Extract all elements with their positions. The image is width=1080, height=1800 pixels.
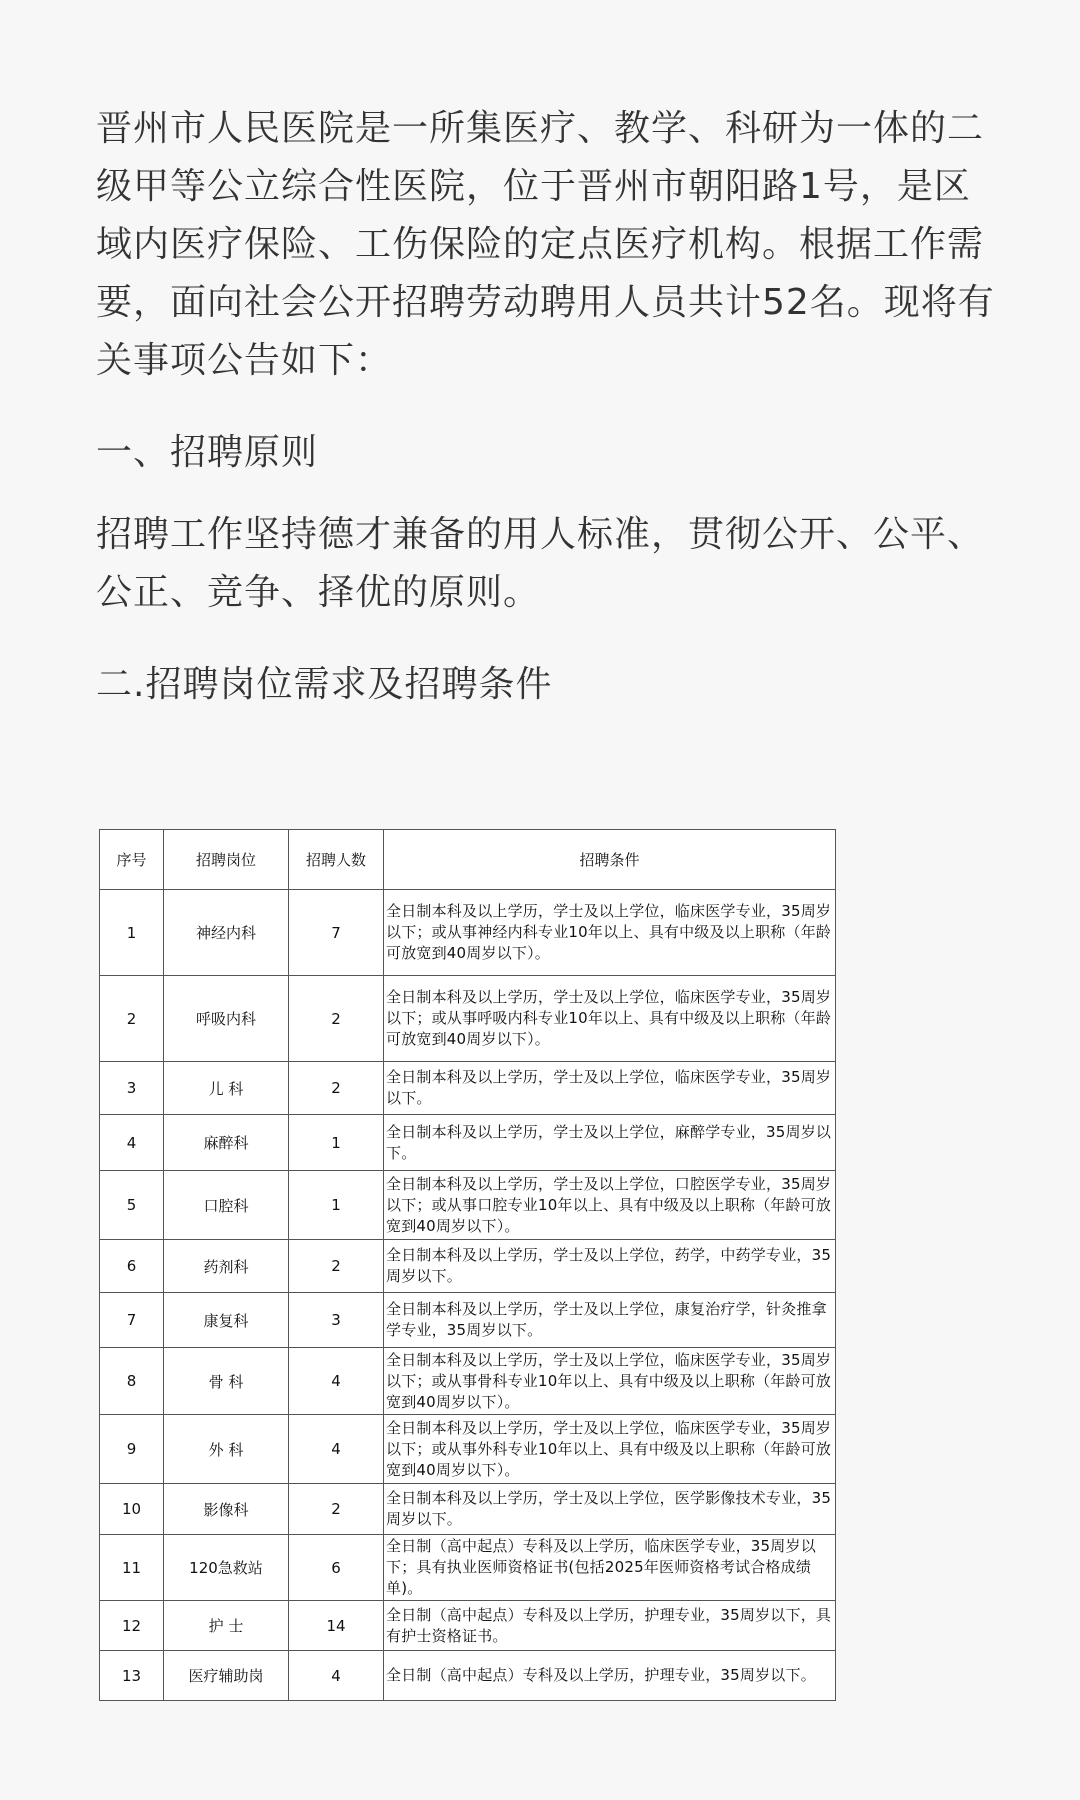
header-conditions: 招聘条件 xyxy=(384,830,836,890)
recruitment-table xyxy=(99,829,836,1701)
row-conditions: 全日制本科及以上学历，学士及以上学位，临床医学专业，35周岁以下；或从事外科专业10年以上、具有中级及以上职称（年龄可放宽到40周岁以下）。 xyxy=(384,1415,836,1484)
row-serial: 9 xyxy=(100,1415,164,1484)
header-count: 招聘人数 xyxy=(289,830,384,890)
row-post: 医疗辅助岗 xyxy=(164,1651,289,1701)
row-post: 影像科 xyxy=(164,1484,289,1535)
row-post: 外 科 xyxy=(164,1415,289,1484)
row-conditions: 全日制本科及以上学历，学士及以上学位，医学影像技术专业，35周岁以下。 xyxy=(384,1484,836,1535)
row-count: 3 xyxy=(289,1293,384,1348)
table-row xyxy=(100,1240,836,1293)
section-heading-principles: 一、招聘原则 xyxy=(96,432,319,473)
table-row xyxy=(100,890,836,976)
row-serial: 3 xyxy=(100,1062,164,1115)
row-post: 骨 科 xyxy=(164,1348,289,1415)
recruitment-table-image xyxy=(99,829,835,1701)
row-count: 2 xyxy=(289,1484,384,1535)
row-conditions: 全日制本科及以上学历，学士及以上学位，康复治疗学，针灸推拿学专业，35周岁以下。 xyxy=(384,1293,836,1348)
table-row xyxy=(100,1601,836,1651)
table-row xyxy=(100,1415,836,1484)
row-count: 6 xyxy=(289,1535,384,1601)
row-serial: 7 xyxy=(100,1293,164,1348)
row-serial: 10 xyxy=(100,1484,164,1535)
table-row xyxy=(100,1484,836,1535)
row-count: 2 xyxy=(289,1062,384,1115)
table-row xyxy=(100,976,836,1062)
row-serial: 12 xyxy=(100,1601,164,1651)
row-conditions: 全日制本科及以上学历，学士及以上学位，药学，中药学专业，35周岁以下。 xyxy=(384,1240,836,1293)
row-conditions: 全日制（高中起点）专科及以上学历，临床医学专业，35周岁以下；具有执业医师资格证书(包括2025年医师资格考试合格成绩单)。 xyxy=(384,1535,836,1601)
intro-paragraph: 晋州市人民医院是一所集医疗、教学、科研为一体的二级甲等公立综合性医院，位于晋州市朝阳路1号，是区域内医疗保险、工伤保险的定点医疗机构。根据工作需要，面向社会公开招聘劳动聘用人员共计52名。现将有关事项公告如下： xyxy=(96,108,995,381)
header-serial: 序号 xyxy=(100,830,164,890)
row-count: 4 xyxy=(289,1348,384,1415)
row-conditions: 全日制本科及以上学历，学士及以上学位，临床医学专业，35周岁以下。 xyxy=(384,1062,836,1115)
header-post: 招聘岗位 xyxy=(164,830,289,890)
row-post: 呼吸内科 xyxy=(164,976,289,1062)
row-serial: 11 xyxy=(100,1535,164,1601)
row-post: 儿 科 xyxy=(164,1062,289,1115)
table-row xyxy=(100,1293,836,1348)
row-conditions: 全日制（高中起点）专科及以上学历，护理专业，35周岁以下。 xyxy=(384,1651,836,1701)
row-conditions: 全日制本科及以上学历，学士及以上学位，临床医学专业，35周岁以下；或从事呼吸内科专业10年以上、具有中级及以上职称（年龄可放宽到40周岁以下）。 xyxy=(384,976,836,1062)
section-heading-positions: 二.招聘岗位需求及招聘条件 xyxy=(96,664,553,705)
row-count: 4 xyxy=(289,1415,384,1484)
row-post: 康复科 xyxy=(164,1293,289,1348)
row-count: 1 xyxy=(289,1171,384,1240)
table-header-row xyxy=(100,830,836,890)
row-count: 2 xyxy=(289,1240,384,1293)
table-row xyxy=(100,1348,836,1415)
row-conditions: 全日制本科及以上学历，学士及以上学位，临床医学专业，35周岁以下；或从事神经内科专业10年以上、具有中级及以上职称（年龄可放宽到40周岁以下）。 xyxy=(384,890,836,976)
row-serial: 13 xyxy=(100,1651,164,1701)
row-post: 护 士 xyxy=(164,1601,289,1651)
row-count: 7 xyxy=(289,890,384,976)
row-post: 麻醉科 xyxy=(164,1115,289,1171)
row-count: 4 xyxy=(289,1651,384,1701)
row-serial: 8 xyxy=(100,1348,164,1415)
table-row xyxy=(100,1062,836,1115)
row-conditions: 全日制本科及以上学历，学士及以上学位，临床医学专业，35周岁以下；或从事骨科专业10年以上、具有中级及以上职称（年龄可放宽到40周岁以下）。 xyxy=(384,1348,836,1415)
table-row xyxy=(100,1651,836,1701)
row-post: 120急救站 xyxy=(164,1535,289,1601)
article-body xyxy=(96,100,996,714)
row-serial: 1 xyxy=(100,890,164,976)
table-row xyxy=(100,1535,836,1601)
row-conditions: 全日制本科及以上学历，学士及以上学位，口腔医学专业，35周岁以下；或从事口腔专业10年以上、具有中级及以上职称（年龄可放宽到40周岁以下）。 xyxy=(384,1171,836,1240)
row-conditions: 全日制（高中起点）专科及以上学历，护理专业，35周岁以下，具有护士资格证书。 xyxy=(384,1601,836,1651)
row-count: 1 xyxy=(289,1115,384,1171)
table-row xyxy=(100,1171,836,1240)
row-count: 2 xyxy=(289,976,384,1062)
row-post: 药剂科 xyxy=(164,1240,289,1293)
table-row xyxy=(100,1115,836,1171)
row-serial: 6 xyxy=(100,1240,164,1293)
principles-paragraph: 招聘工作坚持德才兼备的用人标准，贯彻公开、公平、公正、竞争、择优的原则。 xyxy=(96,514,985,613)
row-post: 口腔科 xyxy=(164,1171,289,1240)
row-conditions: 全日制本科及以上学历，学士及以上学位，麻醉学专业，35周岁以下。 xyxy=(384,1115,836,1171)
row-post: 神经内科 xyxy=(164,890,289,976)
row-serial: 5 xyxy=(100,1171,164,1240)
row-count: 14 xyxy=(289,1601,384,1651)
row-serial: 4 xyxy=(100,1115,164,1171)
row-serial: 2 xyxy=(100,976,164,1062)
